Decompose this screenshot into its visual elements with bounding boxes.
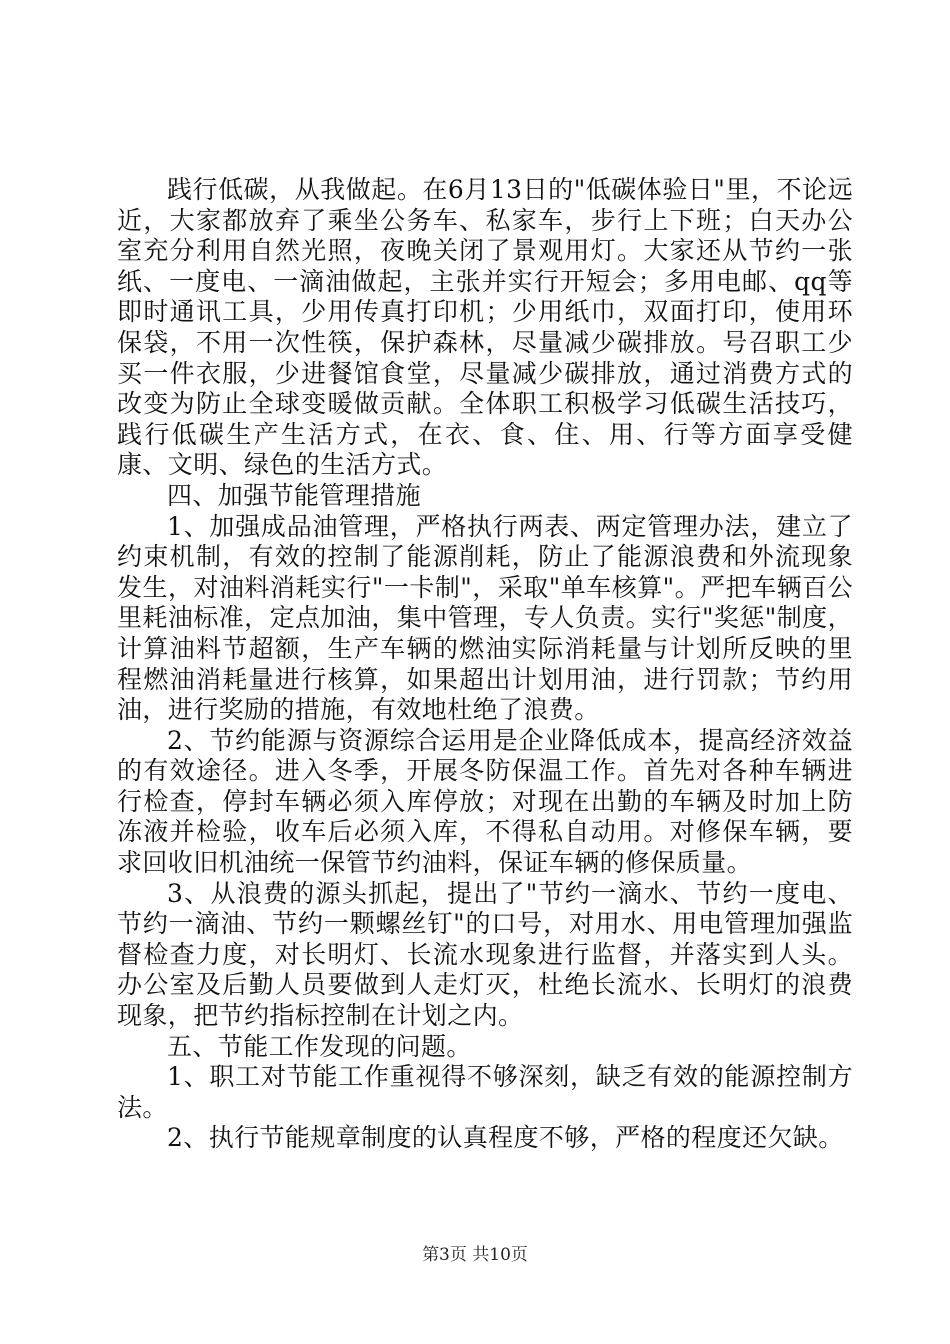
document-body [117,175,853,1154]
section-heading-problems-found: 五、节能工作发现的问题。 [167,1031,472,1061]
section-heading-energy-management: 四、加强节能管理措施 [167,480,422,510]
paragraph-low-carbon-practice: 践行低碳，从我做起。在6月13日的"低碳体验日"里，不论远近，大家都放弃了乘坐公务车、私家车，步行上下班；白天办公室充分利用自然光照，夜晚关闭了景观用灯。大家还从节约一张纸、一度电、一滴油做起，主张并实行开短会；多用电邮、qq等即时通讯工具，少用传真打印机；少用纸巾，双面打印，使用环保袋，不用一次性筷，保护森林，尽量减少碳排放。号召职工少买一件衣服，少进餐馆食堂，尽量减少碳排放，通过消费方式的改变为防止全球变暖做贡献。全体职工积极学习低碳生活技巧，践行低碳生产生活方式，在衣、食、住、用、行等方面享受健康、文明、绿色的生活方式。 [117,175,853,480]
paragraph-problem-2: 2、执行节能规章制度的认真程度不够，严格的程度还欠缺。 [167,1123,844,1153]
paragraph-resource-utilization: 2、节约能源与资源综合运用是企业降低成本，提高经济效益的有效途径。进入冬季，开展冬防保温工作。首先对各种车辆进行检查，停封车辆必须入库停放；对现在出勤的车辆及时加上防冻液并检验，收车后必须入库，不得私自动用。对修保车辆，要求回收旧机油统一保管节约油料，保证车辆的修保质量。 [117,725,853,878]
paragraph-waste-source-control: 3、从浪费的源头抓起，提出了"节约一滴水、节约一度电、节约一滴油、节约一颗螺丝钉"的口号，对用水、用电管理加强监督检查力度，对长明灯、长流水现象进行监督，并落实到人头。办公室及后勤人员要做到人走灯灭，杜绝长流水、长明灯的浪费现象，把节约指标控制在计划之内。 [117,878,853,1031]
paragraph-problem-1: 1、职工对节能工作重视得不够深刻，缺乏有效的能源控制方法。 [117,1062,853,1122]
page-number-footer: 第3页 共10页 [422,1245,528,1265]
paragraph-fuel-management: 1、加强成品油管理，严格执行两表、两定管理办法，建立了约束机制，有效的控制了能源削耗，防止了能源浪费和外流现象发生，对油料消耗实行"一卡制"，采取"单车核算"。严把车辆百公里耗油标准，定点加油，集中管理，专人负责。实行"奖惩"制度，计算油料节超额，生产车辆的燃油实际消耗量与计划所反映的里程燃油消耗量进行核算，如果超出计划用油，进行罚款；节约用油，进行奖励的措施，有效地杜绝了浪费。 [117,511,853,725]
